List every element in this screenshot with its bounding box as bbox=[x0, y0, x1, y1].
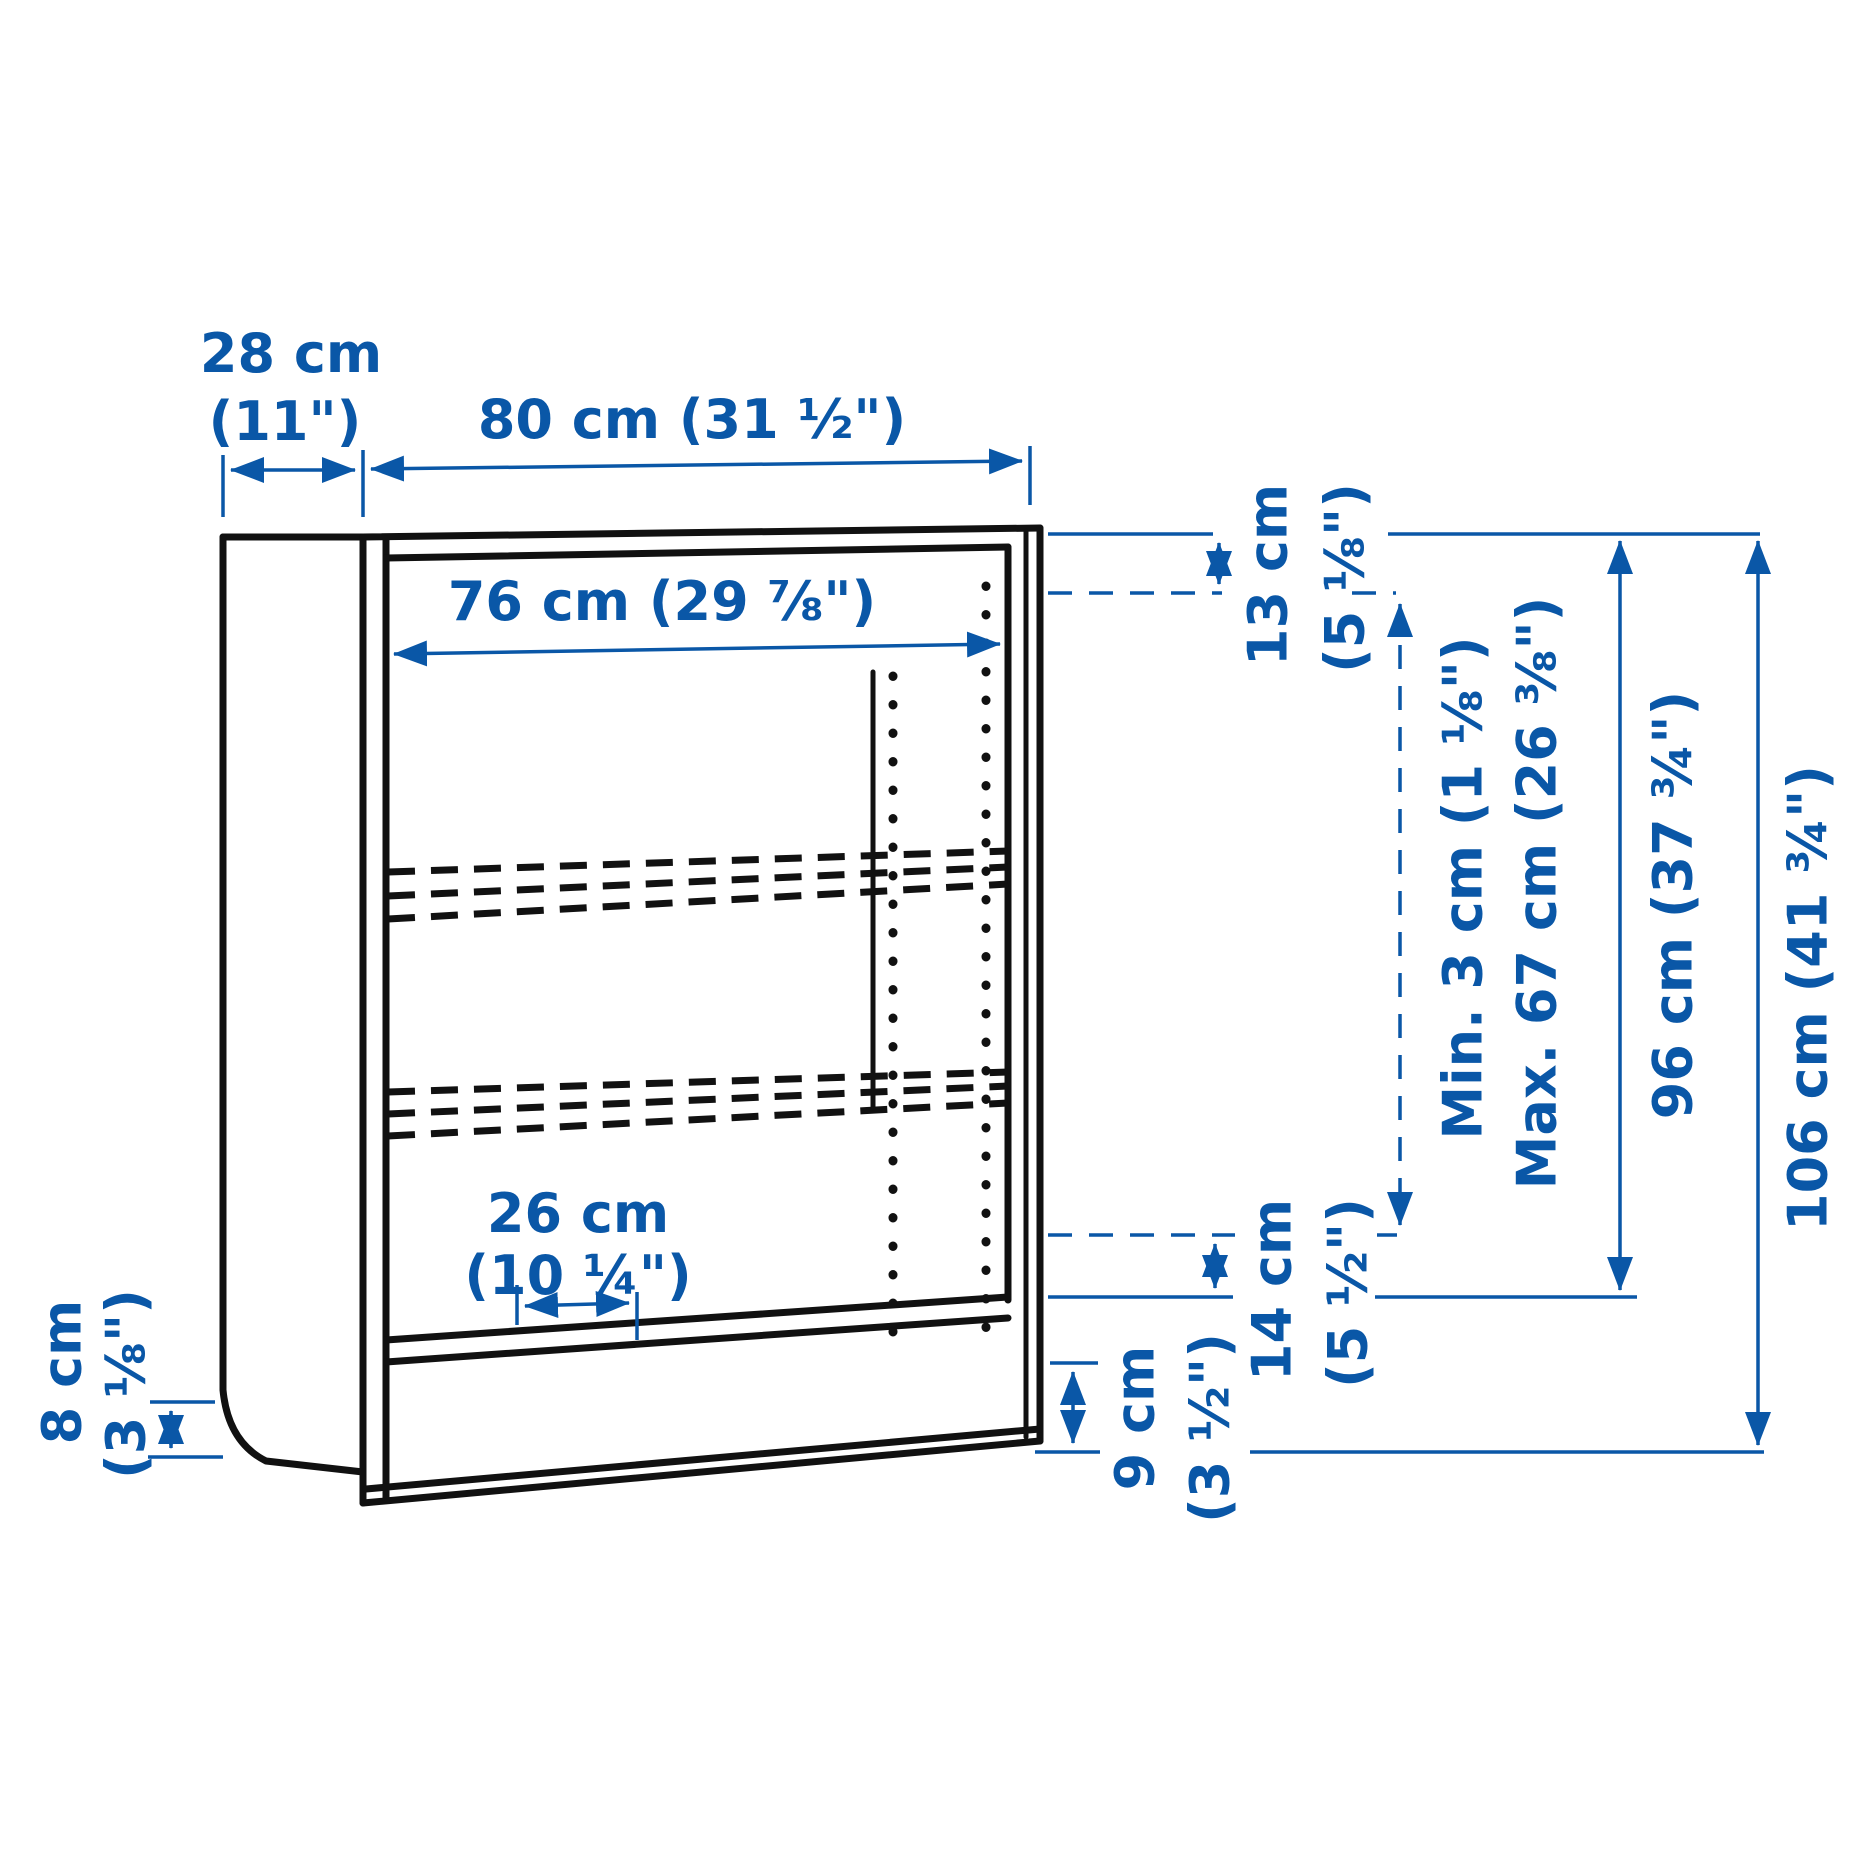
dim-total-height-106cm bbox=[1758, 541, 1840, 1445]
dim-inner-width-label: 76 cm (29 ⅞") bbox=[447, 570, 877, 633]
dim-plinth-front-9cm bbox=[1035, 1333, 1764, 1523]
dim-top-gap-label-line1: 13 cm bbox=[1236, 483, 1300, 667]
dim-width-80cm bbox=[363, 388, 1030, 517]
upper-shelf-dashed bbox=[388, 851, 1008, 919]
side-panel bbox=[223, 537, 363, 1472]
dim-bottom-gap-label-line1: 14 cm bbox=[1240, 1198, 1304, 1382]
dim-plinth-side-label-line1: 8 cm bbox=[30, 1299, 94, 1445]
dim-depth-label-line2: (11") bbox=[208, 390, 362, 453]
dim-plinth-front-label-line2: (3 ½") bbox=[1178, 1333, 1242, 1523]
dim-depth-28cm bbox=[200, 322, 382, 517]
dim-depth-label-line1: 28 cm bbox=[199, 322, 383, 385]
dim-shelf-range-label-min: Min. 3 cm (1 ⅛") bbox=[1431, 636, 1495, 1140]
dim-plinth-side-label-line2: (3 ⅛") bbox=[94, 1289, 158, 1479]
dim-top-gap-13cm bbox=[1048, 483, 1760, 673]
dim-plinth-side-8cm bbox=[31, 1289, 224, 1479]
dim-shelf-range-label-max: Max. 67 cm (26 ⅜") bbox=[1505, 596, 1569, 1190]
dim-inner-width-76cm bbox=[394, 570, 1000, 654]
dim-total-height-label: 106 cm (41 ¾") bbox=[1776, 765, 1840, 1231]
dim-inner-height-96cm bbox=[1620, 541, 1705, 1290]
dim-shelf-depth-label-line1: 26 cm bbox=[486, 1182, 670, 1245]
dim-shelf-range-minmax bbox=[1400, 597, 1569, 1225]
dim-width-label: 80 cm (31 ½") bbox=[477, 388, 907, 451]
dim-shelf-depth-26cm bbox=[464, 1182, 691, 1340]
dim-top-gap-label-line2: (5 ⅛") bbox=[1313, 483, 1377, 673]
dim-shelf-depth-label-line2: (10 ¼") bbox=[464, 1244, 692, 1307]
lower-shelf-dashed bbox=[388, 1072, 1008, 1136]
plinth bbox=[366, 1429, 1040, 1489]
dim-bottom-gap-label-line2: (5 ½") bbox=[1316, 1198, 1380, 1388]
bookcase-outline bbox=[223, 528, 1040, 1503]
dim-inner-height-label: 96 cm (37 ¾") bbox=[1641, 690, 1705, 1120]
dim-plinth-front-label-line1: 9 cm bbox=[1103, 1345, 1167, 1491]
